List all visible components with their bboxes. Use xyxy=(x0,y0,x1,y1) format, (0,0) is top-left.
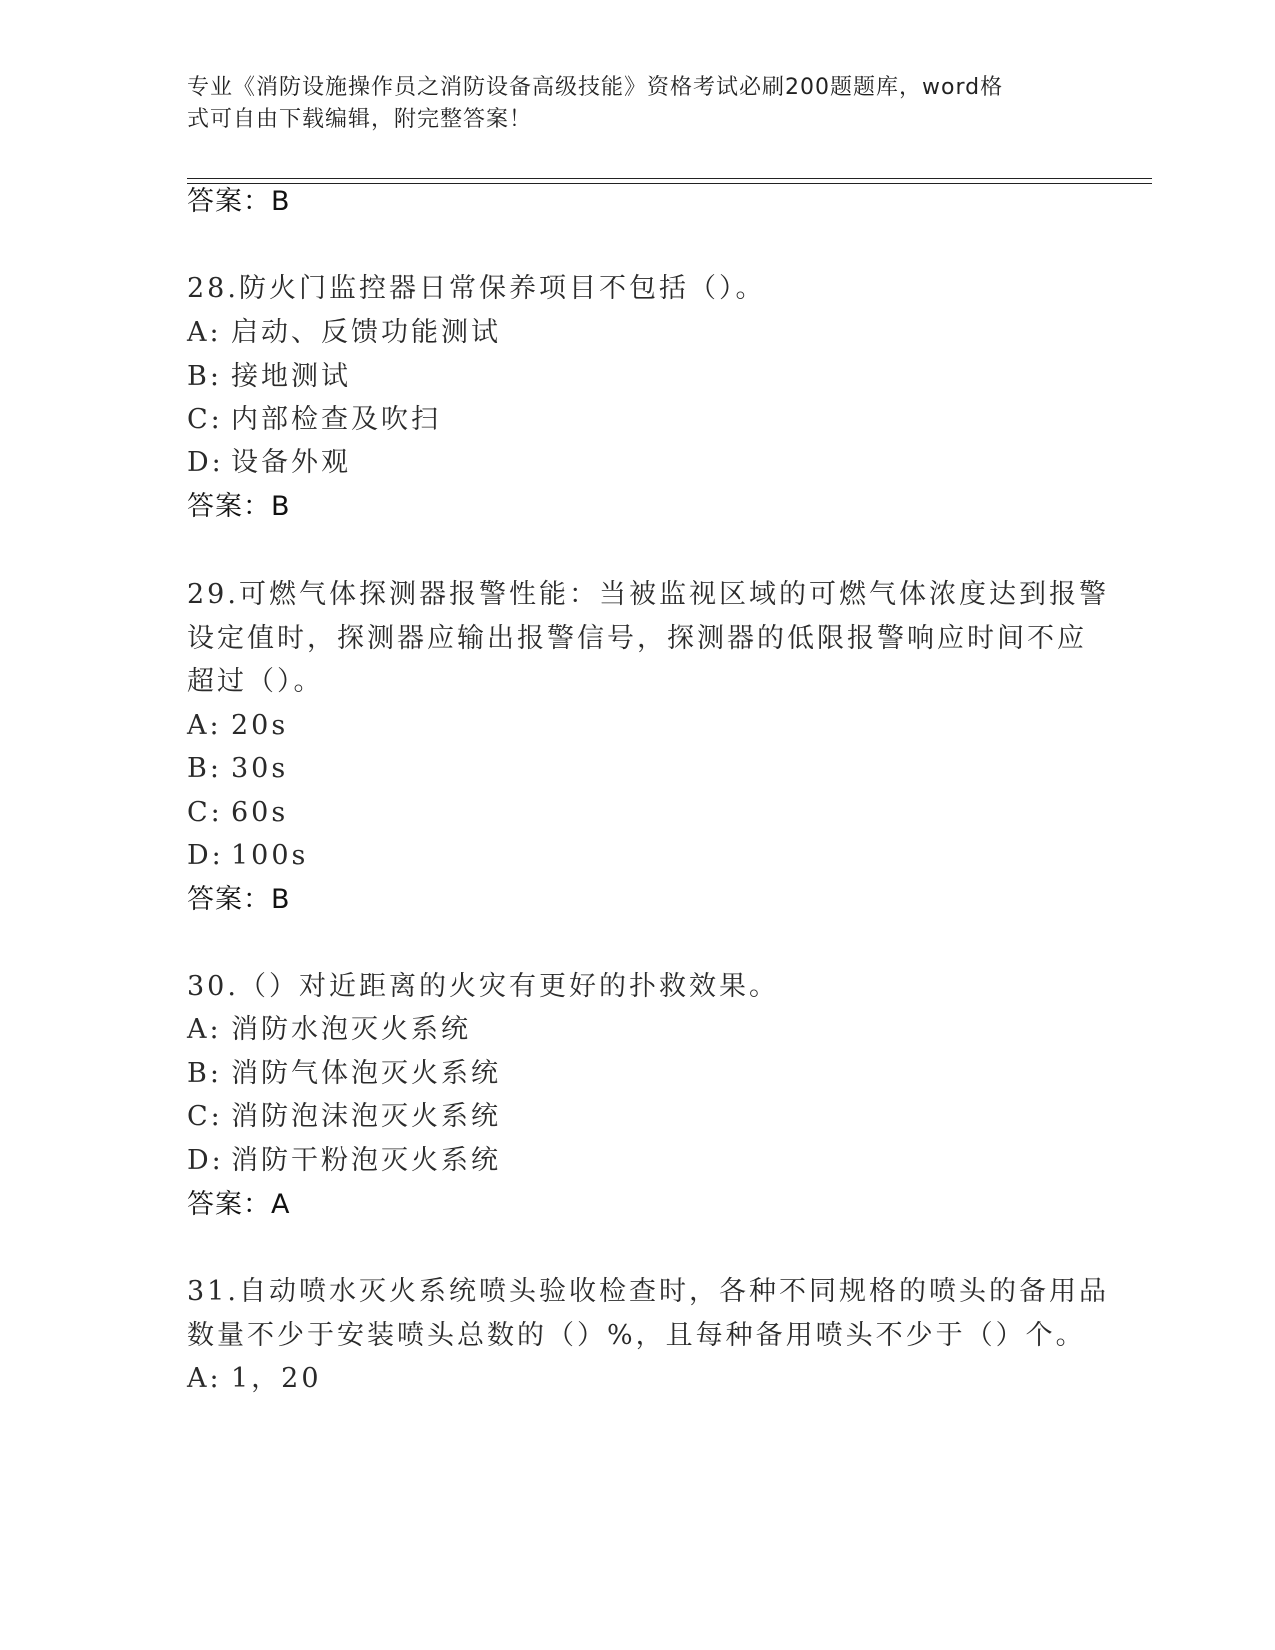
answer-prev: 答案：B xyxy=(187,186,291,217)
question-28-text: 28.防火门监控器日常保养项目不包括（）。 xyxy=(187,273,766,304)
question-29-option-b: B: 30s xyxy=(187,753,289,784)
question-30-option-b: B: 消防气体泡灭火系统 xyxy=(187,1058,501,1089)
question-28-option-d: D: 设备外观 xyxy=(187,447,351,478)
question-29-text-line-3: 超过（）。 xyxy=(187,666,324,697)
question-31-option-a: A: 1，20 xyxy=(187,1363,322,1394)
question-29-answer: 答案：B xyxy=(187,884,291,915)
question-29-text-line-1: 29.可燃气体探测器报警性能：当被监视区域的可燃气体浓度达到报警 xyxy=(187,579,1109,610)
question-30-option-c: C: 消防泡沫泡灭火系统 xyxy=(187,1101,501,1132)
question-29-option-a: A: 20s xyxy=(187,710,289,741)
question-28-option-a: A: 启动、反馈功能测试 xyxy=(187,317,501,348)
question-31-text-line-2: 数量不少于安装喷头总数的（）%，且每种备用喷头不少于（）个。 xyxy=(187,1320,1086,1351)
question-30-option-a: A: 消防水泡灭火系统 xyxy=(187,1014,471,1045)
question-29-option-c: C: 60s xyxy=(187,797,289,828)
header-divider-bottom xyxy=(187,183,1152,184)
header-line-1: 专业《消防设施操作员之消防设备高级技能》资格考试必刷200题题库，word格 xyxy=(187,75,1004,100)
question-29-option-d: D: 100s xyxy=(187,840,309,871)
question-30-option-d: D: 消防干粉泡灭火系统 xyxy=(187,1145,501,1176)
header-line-2: 式可自由下载编辑，附完整答案！ xyxy=(187,107,533,132)
question-28-option-c: C: 内部检查及吹扫 xyxy=(187,404,441,435)
question-29-text-line-2: 设定值时，探测器应输出报警信号，探测器的低限报警响应时间不应 xyxy=(187,623,1087,654)
question-30-text: 30.（）对近距离的火灾有更好的扑救效果。 xyxy=(187,971,779,1002)
question-30-answer: 答案：A xyxy=(187,1189,291,1220)
question-28-option-b: B: 接地测试 xyxy=(187,361,351,392)
header-divider-top xyxy=(187,178,1152,179)
question-31-text-line-1: 31.自动喷水灭火系统喷头验收检查时，各种不同规格的喷头的备用品 xyxy=(187,1276,1109,1307)
question-28-answer: 答案：B xyxy=(187,491,291,522)
document-header xyxy=(187,72,1067,136)
